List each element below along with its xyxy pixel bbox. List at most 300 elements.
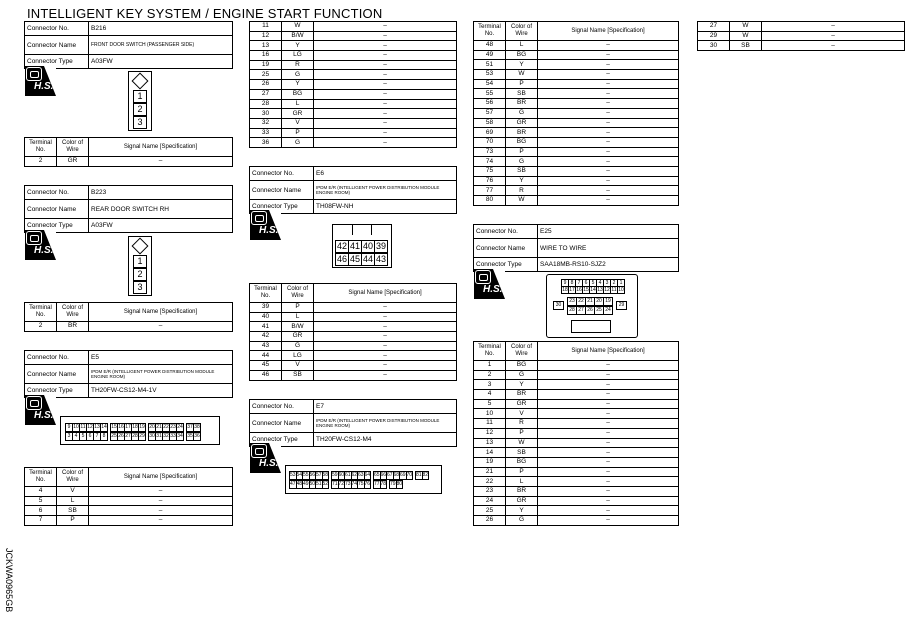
e6-header <box>249 166 457 214</box>
pin: 22 <box>163 424 169 430</box>
table-row <box>474 399 679 409</box>
signal-name: – <box>314 51 457 61</box>
signal-name: – <box>538 89 679 99</box>
wire-color: W <box>730 31 762 41</box>
e6-connector-face <box>332 224 392 268</box>
connector-type-label: Connector Type <box>474 258 538 272</box>
table-row <box>474 99 679 109</box>
connector-name: IPDM E/R (INTELLIGENT POWER DISTRIBUTION MODULE ENGINE ROOM) <box>314 414 457 433</box>
table-row <box>474 419 679 429</box>
connector-name: IPDM E/R (INTELLIGENT POWER DISTRIBUTION MODULE ENGINE ROOM) <box>89 365 233 384</box>
pin: 60 <box>338 472 345 478</box>
pin: 17 <box>125 424 131 430</box>
table-row <box>250 41 457 51</box>
signal-name: – <box>538 196 679 206</box>
signal-name: – <box>314 361 457 371</box>
pin: 22 <box>576 297 586 306</box>
pin: 76 <box>364 481 371 487</box>
wire-color: P <box>506 428 538 438</box>
wire-color: V <box>506 409 538 419</box>
table-row <box>250 341 457 351</box>
terminal-no: 26 <box>474 516 506 526</box>
terminal-no: 40 <box>250 312 282 322</box>
signal-name: – <box>314 322 457 332</box>
table-row <box>474 108 679 118</box>
wire-color: P <box>506 147 538 157</box>
table-row <box>474 157 679 167</box>
connector-no: E7 <box>314 400 457 414</box>
table-row <box>698 41 905 51</box>
pin: 26 <box>118 433 124 439</box>
wire-color: B/W <box>282 31 314 41</box>
signal-name: – <box>538 137 679 147</box>
signal-name: – <box>314 128 457 138</box>
pin: 44 <box>362 254 373 264</box>
terminal-no: 51 <box>474 60 506 70</box>
terminal-no: 12 <box>250 31 282 41</box>
wire-color: BG <box>506 137 538 147</box>
pin: 14 <box>101 424 107 430</box>
terminal-no: 42 <box>250 332 282 342</box>
terminal-no: 30 <box>698 41 730 51</box>
harness-side-icon: H.S. <box>250 210 281 240</box>
table-row <box>474 79 679 89</box>
terminal-no-header: Terminal No. <box>250 284 282 303</box>
wire-color: SB <box>506 89 538 99</box>
pin: 80 <box>396 481 403 487</box>
pin: 56 <box>309 472 316 478</box>
pin: 48 <box>296 481 303 487</box>
signal-name: – <box>314 41 457 51</box>
signal-name: – <box>538 70 679 80</box>
terminal-no: 56 <box>474 99 506 109</box>
connector-type: TH20FW-CS12-M4-1V <box>89 384 233 398</box>
pin: 3 <box>65 432 73 441</box>
wire-color: SB <box>730 41 762 51</box>
signal-name: – <box>538 448 679 458</box>
table-row <box>474 506 679 516</box>
wire-color: L <box>506 477 538 487</box>
signal-name: – <box>538 41 679 51</box>
pin: 20 <box>594 297 604 306</box>
b216-connector-face <box>128 71 152 131</box>
terminal-no-header: Terminal No. <box>474 22 506 41</box>
terminal-no: 55 <box>474 89 506 99</box>
connector-type: A03FW <box>89 219 233 233</box>
signal-name: – <box>538 370 679 380</box>
pin: 9 <box>65 423 73 432</box>
terminal-no: 70 <box>474 137 506 147</box>
connector-no: E25 <box>538 225 679 239</box>
e25-header <box>473 224 679 272</box>
table-row <box>250 51 457 61</box>
table-row <box>474 60 679 70</box>
color-header: Color of Wire <box>506 342 538 361</box>
e5-connector-face <box>60 416 220 445</box>
wire-color: BG <box>282 89 314 99</box>
pin: 10 <box>618 287 624 293</box>
signal-name: – <box>314 99 457 109</box>
pin: 8 <box>100 432 108 441</box>
color-header: Color of Wire <box>57 303 89 322</box>
pin: 3 <box>133 281 147 294</box>
connector-type-label: Connector Type <box>250 433 314 447</box>
table-row <box>474 409 679 419</box>
terminal-no: 19 <box>474 457 506 467</box>
terminal-no: 27 <box>250 89 282 99</box>
table-row <box>250 322 457 332</box>
pin: 59 <box>332 472 338 478</box>
signal-name: – <box>538 477 679 487</box>
pin: 82 <box>422 472 429 478</box>
connector-no-label: Connector No. <box>474 225 538 239</box>
table-row <box>474 118 679 128</box>
terminal-no: 26 <box>250 80 282 90</box>
signal-header: Signal Name [Specification] <box>89 468 233 487</box>
pin: 79 <box>390 481 396 487</box>
table-row <box>250 138 457 148</box>
pin: 42 <box>336 241 347 251</box>
terminal-no: 49 <box>474 50 506 60</box>
pin: 36 <box>194 433 200 439</box>
terminal-no: 80 <box>474 196 506 206</box>
connector-no-label: Connector No. <box>250 400 314 414</box>
signal-name: – <box>314 89 457 99</box>
e5-terminal-table-continued <box>249 21 457 148</box>
terminal-no: 74 <box>474 157 506 167</box>
terminal-no: 25 <box>474 506 506 516</box>
terminal-no: 1 <box>474 361 506 371</box>
signal-name: – <box>538 457 679 467</box>
terminal-no: 2 <box>474 370 506 380</box>
pin: 71 <box>332 481 338 487</box>
pin: 12 <box>604 287 610 293</box>
harness-side-icon: H.S. <box>474 269 505 299</box>
table-row: 2 BR – <box>25 322 233 332</box>
pin: 73 <box>345 481 351 487</box>
wire-color: W <box>506 70 538 80</box>
terminal-no: 25 <box>250 70 282 80</box>
pin: 1 <box>133 90 147 103</box>
pin: 28 <box>132 433 138 439</box>
pin: 49 <box>303 481 309 487</box>
connector-name-label: Connector Name <box>474 239 538 258</box>
wire-color: BR <box>506 486 538 496</box>
table-row <box>474 390 679 400</box>
wire-color: W <box>730 22 762 32</box>
pin: 13 <box>597 287 603 293</box>
terminal-no: 28 <box>250 99 282 109</box>
pin: 24 <box>603 306 613 315</box>
terminal-no: 13 <box>250 41 282 51</box>
e7-header <box>249 399 457 447</box>
signal-name: – <box>538 157 679 167</box>
terminal-no: 32 <box>250 118 282 128</box>
wire-color: G <box>282 138 314 148</box>
table-row <box>698 31 905 41</box>
wire-color: BR <box>506 390 538 400</box>
table-row: 6 SB – <box>25 506 233 516</box>
terminal-no: 4 <box>474 390 506 400</box>
wire-color: BR <box>506 128 538 138</box>
color-header: Color of Wire <box>57 138 89 157</box>
pin: 78 <box>380 481 387 487</box>
terminal-no: 12 <box>474 428 506 438</box>
signal-name: – <box>314 303 457 313</box>
signal-name: – <box>314 312 457 322</box>
pin: 1 <box>617 279 625 287</box>
pin: 8 <box>568 279 576 287</box>
wire-color: G <box>282 341 314 351</box>
table-row <box>250 22 457 32</box>
pin: 50 <box>309 481 316 487</box>
table-row <box>250 89 457 99</box>
pin: 6 <box>582 279 590 287</box>
pin: 66 <box>380 472 387 478</box>
b216-header <box>24 21 233 69</box>
table-row <box>474 516 679 526</box>
b223-terminal-table <box>24 302 233 332</box>
table-row <box>474 496 679 506</box>
terminal-no: 10 <box>474 409 506 419</box>
color-header: Color of Wire <box>506 22 538 41</box>
pin: 58 <box>322 472 329 478</box>
signal-name: – <box>538 186 679 196</box>
pin: 19 <box>603 297 613 306</box>
wire-color: P <box>506 79 538 89</box>
wire-color: Y <box>506 380 538 390</box>
wire-color: G <box>506 370 538 380</box>
terminal-no: 76 <box>474 176 506 186</box>
pin: 64 <box>364 472 371 478</box>
wire-color: V <box>282 118 314 128</box>
wire-color: GR <box>506 496 538 506</box>
connector-name: REAR DOOR SWITCH RH <box>89 200 233 219</box>
wire-color: Y <box>282 80 314 90</box>
signal-name: – <box>538 506 679 516</box>
terminal-no: 16 <box>250 51 282 61</box>
wire-color: B/W <box>282 322 314 332</box>
pin: 16 <box>576 287 582 293</box>
pin: 18 <box>132 424 138 430</box>
harness-side-icon: H.S. <box>25 66 56 96</box>
pin: 23 <box>567 297 577 306</box>
table-row <box>474 137 679 147</box>
table-row <box>250 370 457 380</box>
signal-name: – <box>538 118 679 128</box>
connector-name: FRONT DOOR SWITCH (PASSENGER SIDE) <box>89 36 233 55</box>
connector-type-label: Connector Type <box>25 219 89 233</box>
table-row <box>250 99 457 109</box>
pin: 34 <box>177 433 183 439</box>
table-row <box>250 109 457 119</box>
signal-name: – <box>538 419 679 429</box>
signal-name: – <box>314 70 457 80</box>
pin: 21 <box>156 424 162 430</box>
connector-name-label: Connector Name <box>25 365 89 384</box>
wire-color: G <box>506 157 538 167</box>
color-header: Color of Wire <box>57 468 89 487</box>
pin: 7 <box>93 432 101 441</box>
signal-name: – <box>538 390 679 400</box>
e25-terminal-table-continued <box>697 21 905 51</box>
signal-name: – <box>538 166 679 176</box>
table-row <box>474 186 679 196</box>
pin: 74 <box>351 481 358 487</box>
terminal-no: 3 <box>474 380 506 390</box>
pin: 67 <box>387 472 393 478</box>
signal-name: – <box>538 399 679 409</box>
signal-name: – <box>314 22 457 32</box>
wire-color: GR <box>282 109 314 119</box>
signal-header: Signal Name [Specification] <box>538 22 679 41</box>
connector-type: TH08FW-NH <box>314 200 457 214</box>
pin: 18 <box>562 287 568 293</box>
pin: 35 <box>187 433 193 439</box>
signal-name: – <box>538 380 679 390</box>
table-row <box>474 196 679 206</box>
signal-name: – <box>538 428 679 438</box>
signal-name: – <box>314 31 457 41</box>
connector-no-label: Connector No. <box>250 167 314 181</box>
wire-color: G <box>282 70 314 80</box>
pin: 2 <box>610 279 618 287</box>
terminal-no: 27 <box>698 22 730 32</box>
signal-name: – <box>314 332 457 342</box>
terminal-no: 21 <box>474 467 506 477</box>
wire-color: BG <box>506 50 538 60</box>
signal-header: Signal Name [Specification] <box>314 284 457 303</box>
table-row <box>474 486 679 496</box>
table-row <box>250 332 457 342</box>
table-row <box>474 438 679 448</box>
wire-color: SB <box>506 166 538 176</box>
wire-color: Y <box>506 60 538 70</box>
table-row <box>474 166 679 176</box>
table-row <box>250 31 457 41</box>
pin: 9 <box>561 279 569 287</box>
connector-type-label: Connector Type <box>250 200 314 214</box>
pin: 24 <box>177 424 183 430</box>
table-row: 5 L – <box>25 496 233 506</box>
terminal-no-header: Terminal No. <box>474 342 506 361</box>
table-row <box>474 128 679 138</box>
table-row <box>474 89 679 99</box>
pin: 72 <box>338 481 345 487</box>
b223-connector-face <box>128 236 152 296</box>
terminal-no: 29 <box>698 31 730 41</box>
pin: 4 <box>72 432 80 441</box>
table-row: 4 V – <box>25 487 233 497</box>
signal-name: – <box>538 147 679 157</box>
connector-no: B216 <box>89 22 233 36</box>
wire-color: BG <box>506 457 538 467</box>
terminal-no: 11 <box>250 22 282 32</box>
pin: 11 <box>611 287 617 293</box>
signal-name: – <box>538 409 679 419</box>
terminal-no: 53 <box>474 70 506 80</box>
table-row <box>474 361 679 371</box>
signal-header: Signal Name [Specification] <box>538 342 679 361</box>
pin: 30 <box>149 433 155 439</box>
wire-color: L <box>282 99 314 109</box>
e25-terminal-table <box>473 341 679 526</box>
pin: 31 <box>156 433 162 439</box>
table-row <box>250 70 457 80</box>
wire-color: W <box>282 22 314 32</box>
e7-connector-face <box>285 465 442 494</box>
signal-name: – <box>538 128 679 138</box>
harness-side-icon: H.S. <box>25 230 56 260</box>
document-code: JCKWA0965GB <box>4 548 14 613</box>
pin: 27 <box>576 306 586 315</box>
wire-color: SB <box>282 370 314 380</box>
table-row <box>474 176 679 186</box>
wire-color: BG <box>506 361 538 371</box>
connector-name-label: Connector Name <box>25 200 89 219</box>
pin: 29 <box>616 301 627 310</box>
signal-name: – <box>538 361 679 371</box>
terminal-no: 14 <box>474 448 506 458</box>
pin: 45 <box>349 254 360 264</box>
terminal-no: 22 <box>474 477 506 487</box>
pin: 30 <box>553 301 564 310</box>
wire-color: GR <box>282 332 314 342</box>
key-marker-icon <box>132 73 149 90</box>
signal-header: Signal Name [Specification] <box>89 138 233 157</box>
pin: 23 <box>170 424 176 430</box>
wire-color: Y <box>282 41 314 51</box>
table-row <box>474 370 679 380</box>
pin: 25 <box>111 433 117 439</box>
signal-name: – <box>538 99 679 109</box>
pin: 65 <box>374 472 380 478</box>
pin: 21 <box>585 297 595 306</box>
wire-color: W <box>506 438 538 448</box>
wire-color: R <box>506 419 538 429</box>
table-row: 2 GR – <box>25 157 233 167</box>
pin: 19 <box>139 424 145 430</box>
table-row <box>250 303 457 313</box>
table-row <box>474 70 679 80</box>
connector-name: IPDM E/R (INTELLIGENT POWER DISTRIBUTION MODULE ENGINE ROOM) <box>314 181 457 200</box>
connector-type: A03FW <box>89 55 233 69</box>
connector-type: TH20FW-CS12-M4 <box>314 433 457 447</box>
wire-color: GR <box>506 399 538 409</box>
connector-no: B223 <box>89 186 233 200</box>
table-row <box>250 361 457 371</box>
signal-name: – <box>538 79 679 89</box>
terminal-no: 13 <box>474 438 506 448</box>
signal-name: – <box>538 486 679 496</box>
pin: 2 <box>133 268 147 281</box>
pin: 40 <box>362 241 373 251</box>
pin: 27 <box>125 433 131 439</box>
signal-name: – <box>538 467 679 477</box>
terminal-no: 43 <box>250 341 282 351</box>
wire-color: SB <box>506 448 538 458</box>
pin: 33 <box>170 433 176 439</box>
pin: 70 <box>406 472 413 478</box>
e5-header <box>24 350 233 398</box>
pin: 62 <box>351 472 358 478</box>
wire-color: P <box>282 128 314 138</box>
signal-name: – <box>538 176 679 186</box>
connector-no-label: Connector No. <box>25 186 89 200</box>
pin: 51 <box>316 481 322 487</box>
signal-name: – <box>314 370 457 380</box>
table-row <box>698 22 905 32</box>
